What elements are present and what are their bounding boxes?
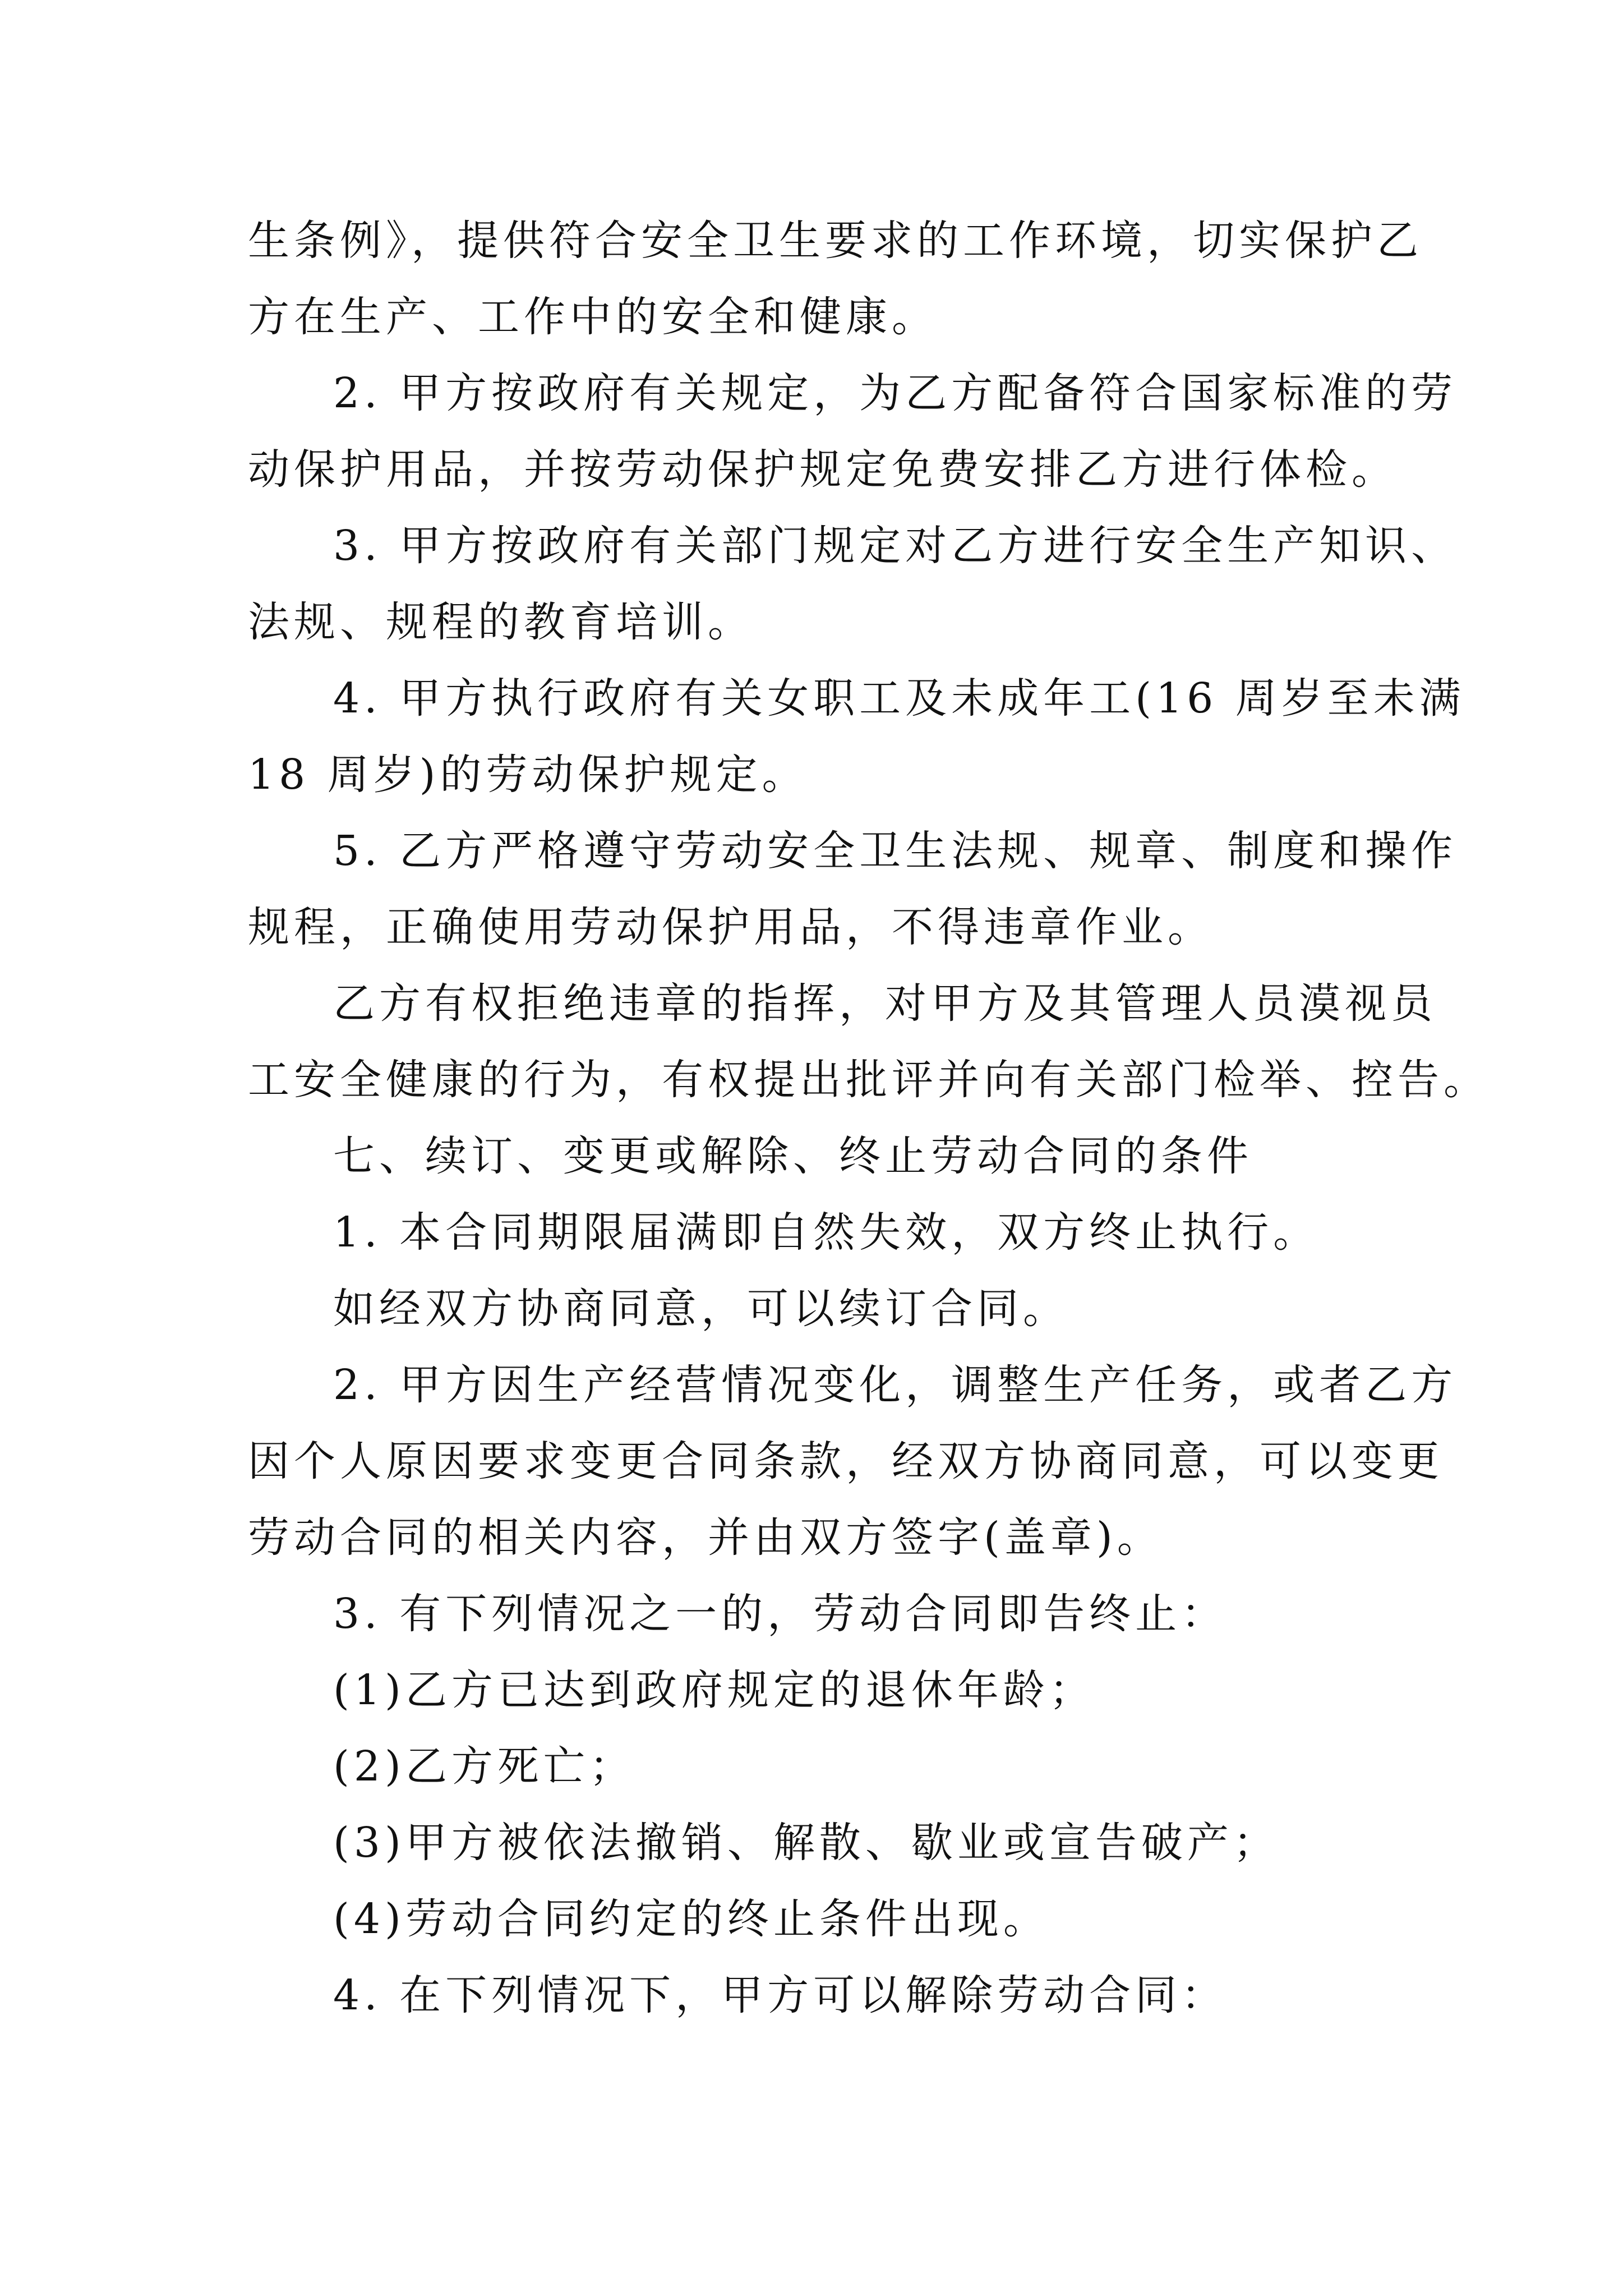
list-item: (1)乙方已达到政府规定的退休年龄；	[333, 1666, 1095, 1714]
body-text-line: 生条例》，提供符合安全卫生要求的工作环境，切实保护乙	[248, 217, 1423, 265]
list-item: (4)劳动合同约定的终止条件出现。	[333, 1895, 1049, 1943]
body-text-line: 3. 有下列情况之一的，劳动合同即告终止：	[333, 1590, 1228, 1638]
body-text-line: 动保护用品，并按劳动保护规定免费安排乙方进行体检。	[248, 445, 1398, 494]
body-text-line: 如经双方协商同意，可以续订合同。	[333, 1285, 1069, 1333]
body-text-line: 2. 甲方按政府有关规定，为乙方配备符合国家标准的劳	[333, 369, 1458, 417]
body-text-line: 规程，正确使用劳动保护用品，不得违章作业。	[248, 903, 1214, 951]
list-item: (3)甲方被依法撤销、解散、歇业或宣告破产；	[333, 1819, 1279, 1867]
section-heading: 七、续订、变更或解除、终止劳动合同的条件	[333, 1132, 1253, 1180]
body-text-line: 3. 甲方按政府有关部门规定对乙方进行安全生产知识、	[333, 522, 1458, 570]
body-text-line: 方在生产、工作中的安全和健康。	[248, 293, 938, 341]
body-text-line: 18 周岁)的劳动保护规定。	[248, 751, 808, 799]
body-text-line: 因个人原因要求变更合同条款，经双方协商同意，可以变更	[248, 1437, 1444, 1485]
body-text-line: 劳动合同的相关内容，并由双方签字(盖章)。	[248, 1513, 1163, 1562]
body-text-line: 法规、规程的教育培训。	[248, 598, 754, 646]
body-text-line: 2. 甲方因生产经营情况变化，调整生产任务，或者乙方	[333, 1361, 1458, 1409]
list-item: (2)乙方死亡；	[333, 1742, 635, 1791]
body-text-line: 4. 在下列情况下，甲方可以解除劳动合同：	[333, 1971, 1228, 2019]
body-text-line: 5. 乙方严格遵守劳动安全卫生法规、规章、制度和操作	[333, 827, 1458, 875]
body-text-line: 乙方有权拒绝违章的指挥，对甲方及其管理人员漠视员	[333, 979, 1437, 1028]
body-text-line: 工安全健康的行为，有权提出批评并向有关部门检举、控告。	[248, 1056, 1490, 1104]
body-text-line: 4. 甲方执行政府有关女职工及未成年工(16 周岁至未满	[333, 674, 1465, 723]
body-text-line: 1. 本合同期限届满即自然失效，双方终止执行。	[333, 1208, 1320, 1257]
